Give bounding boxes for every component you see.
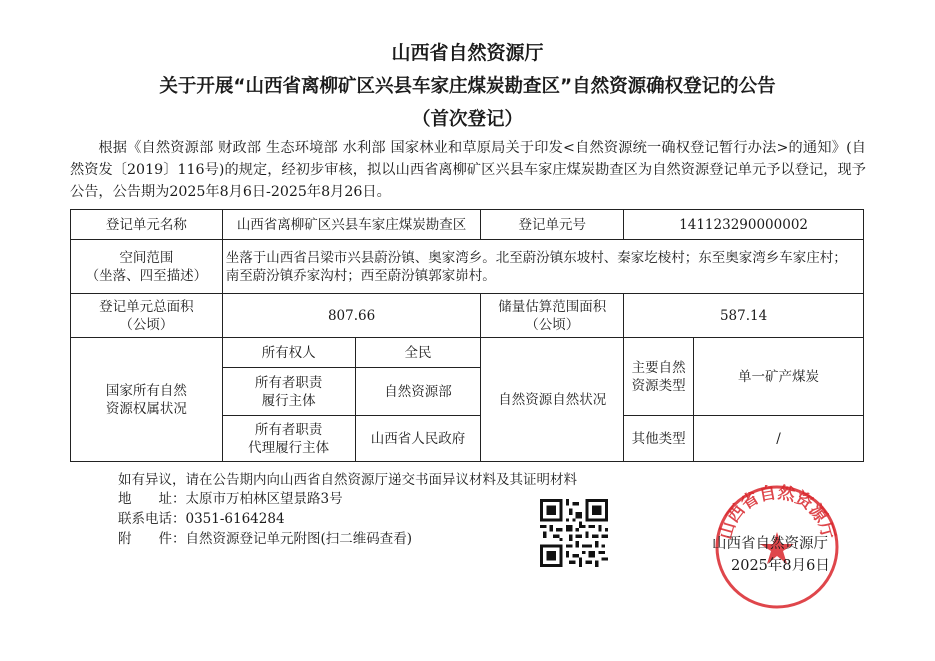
main-type-label: 主要自然 资源类型 [624,338,694,416]
objection-note: 如有异议，请在公告期内向山西省自然资源厅递交书面异议材料及其证明材料 [118,472,577,488]
owner-value: 全民 [355,338,481,368]
intro-paragraph [70,137,866,203]
duty-value: 自然资源部 [355,368,481,416]
phone-line [118,510,285,529]
other-type-label: 其他类型 [624,416,694,462]
unit-name-value: 山西省离柳矿区兴县车家庄煤炭勘查区 [222,210,481,240]
qr-code-icon[interactable] [540,499,608,567]
phone-value: 0351-6164284 [185,511,285,527]
notice-subtitle: （首次登记） [411,109,523,130]
row-unit-name [71,210,864,240]
owner-label: 所有权人 [222,338,355,368]
intro-text: 根据《自然资源部 财政部 生态环境部 水利部 国家林业和草原局关于印发<自然资源统一确权登记暂行办法>的通知》(自然资发〔2019〕116号)的规定，经初步审核，拟以山西省离柳矿区兴县车家庄煤炭勘查区为自然资源登记单元予以登记，现予公告，公告期为2025年8月6日-2025年8月26日。 [70,140,866,200]
agent-label: 所有者职责 代理履行主体 [222,416,355,462]
row-area [71,294,864,338]
address-line [118,490,343,509]
attachment-value: 自然资源登记单元附图(扫二维码查看) [185,531,413,547]
notice-title: 关于开展“山西省离柳矿区兴县车家庄煤炭勘查区”自然资源确权登记的公告 [159,76,776,97]
other-type-value: / [694,416,864,462]
ownership-label: 国家所有自然 资源权属状况 [71,338,223,462]
row-owner [71,338,864,368]
total-area-label: 登记单元总面积 （公顷） [71,294,223,338]
row-space [71,240,864,294]
duty-label: 所有者职责 履行主体 [222,368,355,416]
natural-status-label: 自然资源自然状况 [481,338,624,462]
attachment-label: 附 件： [118,531,186,547]
org-title: 山西省自然资源厅 [391,42,544,64]
space-value: 坐落于山西省吕梁市兴县蔚汾镇、奥家湾乡。北至蔚汾镇东坡村、秦家圪棱村；东至奥家湾乡车家庄村；南至蔚汾镇乔家沟村；西至蔚汾镇郭家峁村。 [222,240,863,294]
phone-label: 联系电话： [118,511,186,527]
address-label: 地 址： [118,491,186,507]
reserve-area-label: 储量估算范围面积 （公顷） [481,294,624,338]
issue-date: 2025年8月6日 [731,558,830,574]
seal-text: 山西省自然资源厅 [715,482,839,542]
total-area-value: 807.66 [222,294,481,338]
space-label: 空间范围 （坐落、四至描述） [71,240,223,294]
unit-name-label: 登记单元名称 [71,210,223,240]
issuer-name: 山西省自然资源厅 [712,536,828,552]
registration-table [70,209,864,462]
address-value: 太原市万柏林区望景路3号 [185,491,343,507]
unit-no-value: 141123290000002 [624,210,864,240]
attachment-line [118,530,412,549]
main-type-value: 单一矿产煤炭 [694,338,864,416]
unit-no-label: 登记单元号 [481,210,624,240]
agent-value: 山西省人民政府 [355,416,481,462]
reserve-area-value: 587.14 [624,294,864,338]
